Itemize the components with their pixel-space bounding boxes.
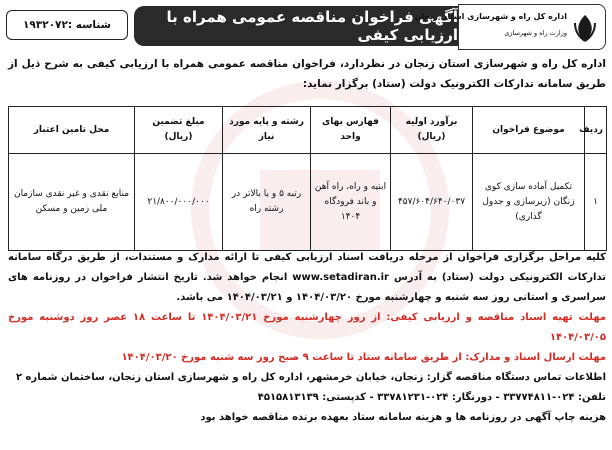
cell-guarantee: ۲۱/۸۰۰/۰۰۰/۰۰۰ xyxy=(135,154,223,251)
col-estimate: برآورد اولیه (ریال) xyxy=(391,107,473,154)
notice-id: شناسه :۱۹۳۲۰۷۲ xyxy=(6,10,128,40)
cell-row: ۱ xyxy=(585,154,607,251)
col-funding: محل تامین اعتبار xyxy=(9,107,135,154)
tender-table xyxy=(8,106,607,251)
process-paragraph: کلیه مراحل برگزاری فراخوان از مرحله دریافت اسناد ارزیابی کیفی تا ارائه مدارک و مستندات، از طریق درگاه سامانه تدارکات الکترونیکی دولت (ستاد) به آدرس www.setadiran.ir انجام خواهد شد. تاریخ انتشار فراخوان در روزنامه های سراسری و استانی روز سه شنبه و چهارشنبه مورخ ۱۴۰۴/۰۳/۲۰ و ۱۴۰۴/۰۳/۲۱ می باشد. xyxy=(8,252,606,303)
col-grade: رشته و پایه مورد نیاز xyxy=(223,107,311,154)
contact-info: اطلاعات تماس دستگاه مناقصه گزار: زنجان، خیابان خرمشهر، اداره کل راه و شهرسازی استان زنجان، ساختمان شماره ۲ xyxy=(15,372,606,383)
col-row: ردیف xyxy=(585,107,607,154)
intro-text: اداره کل راه و شهرسازی استان زنجان در نظردارد، فراخوان مناقصه عمومی همراه با ارزیابی کیفی به شرح ذیل از طریق سامانه تدارکات الکترونیک دولت (ستاد) برگزار نماید: xyxy=(8,58,606,90)
phone-info: تلفن: ۰۲۴-۳۳۷۷۴۸۱۱ - دورنگار: ۰۲۴-۳۳۷۸۱۲۳۱ - کدپستی: ۴۵۱۵۸۱۳۱۳۹ xyxy=(257,392,606,403)
col-price-list: فهارس بهای واحد xyxy=(311,107,391,154)
cell-price-list: ابنیه و راه، راه آهن و باند فرودگاه ۱۴۰۴ xyxy=(311,154,391,251)
cell-grade: رتبه ۵ و یا بالاتر در رشته راه xyxy=(223,154,311,251)
cell-estimate: ۴۵۷/۶۰۴/۶۴۰/۰۳۷ xyxy=(391,154,473,251)
doc-deadline xyxy=(8,308,606,348)
cost-note: هزینه چاپ آگهی در روزنامه ها و هزینه سامانه ستاد بعهده برنده مناقصه خواهد بود xyxy=(200,412,606,423)
cell-funding: منابع نقدی و غیر نقدی سازمان ملی زمین و مسکن xyxy=(9,154,135,251)
submit-deadline-text: از طریق سامانه ستاد تا ساعت ۹ صبح روز سه شنبه مورخ ۱۴۰۴/۰۳/۲۰ xyxy=(121,352,466,363)
org-sub: وزارت راه و شهرسازی xyxy=(504,29,567,37)
table-header-row xyxy=(9,107,607,154)
cell-subject: تکمیل آماده سازی کوی زنگان (زیرسازی و جدول گذاری) xyxy=(473,154,585,251)
org-logo-box xyxy=(414,4,606,50)
notice-title: آگهی فراخوان مناقصه عمومی همراه با ارزیابی کیفی xyxy=(134,6,458,46)
col-subject: موضوع فراخوان xyxy=(473,107,585,154)
table-row xyxy=(9,154,607,251)
col-guarantee: مبلغ تضمین (ریال) xyxy=(135,107,223,154)
header xyxy=(6,4,606,50)
emblem-icon xyxy=(571,13,599,43)
doc-deadline-text: از روز چهارشنبه مورخ ۱۴۰۴/۰۳/۲۱ تا ساعت ۱۸ عصر روز دوشنبه مورخ ۱۴۰۴/۰۳/۰۵ xyxy=(8,312,606,343)
submit-deadline xyxy=(8,348,606,368)
doc-deadline-label: مهلت تهیه اسناد مناقصه و ارزیابی کیفی: xyxy=(386,312,606,323)
org-name: اداره کل راه و شهرسازی استان زنجان xyxy=(414,12,567,21)
notice-body xyxy=(8,248,606,428)
submit-deadline-label: مهلت ارسال اسناد و مدارک: xyxy=(465,352,606,363)
